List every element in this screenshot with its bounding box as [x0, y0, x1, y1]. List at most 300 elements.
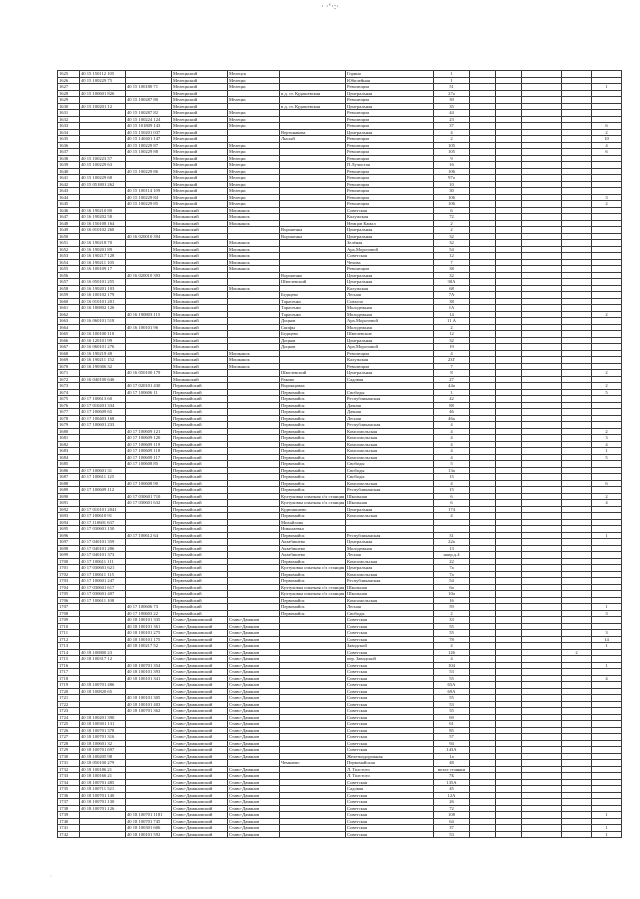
- cadastral-number-b: 40 15 100229 86: [126, 168, 172, 175]
- flag-b: 3: [592, 194, 622, 201]
- settlement: Ставо-Дамянов: [228, 617, 280, 624]
- row-number: 1741: [58, 825, 80, 832]
- row-number: 1653: [58, 253, 80, 260]
- district: Мошканский: [172, 253, 228, 260]
- house-number: напр.д.4: [434, 552, 470, 559]
- district: Ставо-Дамяновский: [172, 682, 228, 689]
- district: Мелецкский: [172, 103, 228, 110]
- flag-b: 2: [592, 370, 622, 377]
- settlement: Мелецкс: [228, 110, 280, 117]
- cadastral-number-b: 40 17 100609 120: [126, 435, 172, 442]
- locality: Первомайск: [280, 409, 346, 416]
- district: Мошканский: [172, 298, 228, 305]
- street: Революции: [346, 136, 434, 143]
- cadastral-number-a: 40 16 100102 179: [80, 292, 126, 299]
- district: Первомайский: [172, 383, 228, 390]
- cadastral-number-b: 40 17 030601 632: [126, 500, 172, 507]
- cadastral-number-a: 40 17 100613 60: [80, 396, 126, 403]
- page-mark: ·: [50, 874, 52, 880]
- district: Первомайский: [172, 396, 228, 403]
- settlement: Ставо-Дамянов: [228, 825, 280, 832]
- flag-b: 1: [592, 84, 622, 91]
- cadastral-number-b: 40 15 100224 124: [126, 116, 172, 123]
- district: Мошканский: [172, 220, 228, 227]
- street: Советская: [346, 727, 434, 734]
- cadastral-number-b: 40 18 100701 1181: [126, 812, 172, 819]
- settlement: Ставо-Дамянов: [228, 740, 280, 747]
- house-number: 27: [434, 376, 470, 383]
- district: Ставо-Дамяновский: [172, 734, 228, 741]
- district: Мелецкский: [172, 97, 228, 104]
- row-number: 1677: [58, 409, 80, 416]
- row-number: 1706: [58, 597, 80, 604]
- flag-b: 1: [592, 643, 622, 650]
- cadastral-number-a: 40 15 150112 105: [80, 71, 126, 78]
- street: Советская: [346, 636, 434, 643]
- flag-b: 2: [592, 311, 622, 318]
- house-number: 65А: [434, 682, 470, 689]
- locality: в д. ст. Кудашевская: [280, 90, 346, 97]
- locality: Лысый: [280, 136, 346, 143]
- district: Ставо-Дамяновский: [172, 630, 228, 637]
- district: Ставо-Дамяновский: [172, 714, 228, 721]
- locality: Первомайск: [280, 428, 346, 435]
- street: Комсомольская: [346, 441, 434, 448]
- settlement: Мелецкс: [228, 77, 280, 84]
- street: Советская: [346, 734, 434, 741]
- cadastral-number-a: 40 18 100820 65: [80, 688, 126, 695]
- house-number: 69А: [434, 688, 470, 695]
- cadastral-number-a: 40 18 100701 485: [80, 779, 126, 786]
- street: Лесная: [346, 415, 434, 422]
- district: Мошканский: [172, 227, 228, 234]
- flag-b: 5: [592, 454, 622, 461]
- street: Революции: [346, 110, 434, 117]
- district: Мошканский: [172, 279, 228, 286]
- street: Революции: [346, 84, 434, 91]
- row-number: 1693: [58, 513, 80, 520]
- settlement: Ставо-Дамянов: [228, 721, 280, 728]
- locality: Первомайск: [280, 422, 346, 429]
- street: Советская: [346, 630, 434, 637]
- district: Первомайский: [172, 604, 228, 611]
- row-number: 1674: [58, 389, 80, 396]
- house-number: 135А: [434, 779, 470, 786]
- street: Комсомольская: [346, 428, 434, 435]
- street: Молодежная: [346, 545, 434, 552]
- cadastral-number-b: 40 18 100217 52: [126, 643, 172, 650]
- street: Советская: [346, 207, 434, 214]
- settlement: Мошканск: [228, 220, 280, 227]
- district: Мелецкский: [172, 149, 228, 156]
- locality: Первомайск: [280, 558, 346, 565]
- district: Первомайский: [172, 415, 228, 422]
- district: Мошканский: [172, 311, 228, 318]
- street: Комсомольская: [346, 513, 434, 520]
- house-number: 32: [434, 337, 470, 344]
- cadastral-number-b: 40 17 100609 118: [126, 448, 172, 455]
- row-number: 1654: [58, 259, 80, 266]
- district: Мелецкский: [172, 155, 228, 162]
- district: Первомайский: [172, 389, 228, 396]
- district: Первомайский: [172, 428, 228, 435]
- row-number: 1712: [58, 636, 80, 643]
- house-number: 22: [434, 558, 470, 565]
- locality: Первомайск: [280, 454, 346, 461]
- row-number: 1691: [58, 500, 80, 507]
- settlement: Ставо-Дамянов: [228, 734, 280, 741]
- row-number: 1657: [58, 279, 80, 286]
- street: Комсомольская: [346, 571, 434, 578]
- district: Ставо-Дамяновский: [172, 675, 228, 682]
- cadastral-number-b: 40 18 100101 175: [126, 636, 172, 643]
- street: Свободы: [346, 467, 434, 474]
- house-number: 23Г: [434, 357, 470, 364]
- cadastral-number-b: 40 16 100101 96: [126, 324, 172, 331]
- cadastral-number-a: 40 17 100609 112: [80, 487, 126, 494]
- settlement: Мелецкс: [228, 116, 280, 123]
- house-number: 51: [434, 84, 470, 91]
- cadastral-number-a: 40 16 190306 32: [80, 363, 126, 370]
- settlement: Ставо-Дамянов: [228, 656, 280, 663]
- row-number: 1635: [58, 136, 80, 143]
- empty-cell: [470, 831, 496, 838]
- district: Ставо-Дамяновский: [172, 799, 228, 806]
- row-number: 1686: [58, 467, 80, 474]
- district: Ставо-Дамяновский: [172, 760, 228, 767]
- settlement: Ставо-Дамянов: [228, 662, 280, 669]
- row-number: 1625: [58, 71, 80, 78]
- cadastral-number-a: 40 17 100403 168: [80, 415, 126, 422]
- house-number: 13а: [434, 467, 470, 474]
- row-number: 1678: [58, 415, 80, 422]
- locality: Чемкаево: [280, 760, 346, 767]
- row-number: 1694: [58, 519, 80, 526]
- row-number: 1720: [58, 688, 80, 695]
- street: Центральная: [346, 103, 434, 110]
- cadastral-number-a: 40 17 100611 108: [80, 597, 126, 604]
- house-number: 61: [434, 721, 470, 728]
- district: Первомайский: [172, 610, 228, 617]
- street: Революции: [346, 149, 434, 156]
- district: Первомайский: [172, 493, 228, 500]
- locality: Култуковка опытная с/х станция: [281, 584, 345, 590]
- cadastral-number-a: 40 17 030601 617: [80, 584, 126, 591]
- settlement: Ставо-Дамянов: [228, 766, 280, 773]
- street: Советская: [346, 812, 434, 819]
- district: Ставо-Дамяновский: [172, 656, 228, 663]
- cadastral-number-b: 40 18 100101 393: [126, 669, 172, 676]
- row-number: 1722: [58, 701, 80, 708]
- street: П.Лучистая: [346, 162, 434, 169]
- settlement: Ставо-Дамянов: [228, 786, 280, 793]
- house-number: 44: [434, 110, 470, 117]
- house-number: 30: [434, 188, 470, 195]
- district: Первомайский: [172, 584, 228, 591]
- settlement: Мелецкс: [228, 155, 280, 162]
- street: Свободы: [346, 610, 434, 617]
- street: Комсомольская: [346, 435, 434, 442]
- house-number: 19: [434, 344, 470, 351]
- settlement: Ставо-Дамянов: [228, 623, 280, 630]
- street: Школьная: [346, 591, 434, 598]
- settlement: Ставо-Дамянов: [228, 747, 280, 754]
- row-number: 1631: [58, 110, 80, 117]
- street: Революции: [346, 116, 434, 123]
- cadastral-number-b: 40 15 150201 037: [126, 129, 172, 136]
- settlement: Мошканск: [228, 240, 280, 247]
- district: Первомайский: [172, 435, 228, 442]
- cadastral-number-b: 40 15 100229 88: [126, 149, 172, 156]
- house-number: 10а: [434, 591, 470, 598]
- settlement: Мошканск: [228, 350, 280, 357]
- district: Мошканский: [172, 344, 228, 351]
- street: Свободы: [346, 389, 434, 396]
- street: Юбилейная: [346, 77, 434, 84]
- house-number: 5: [434, 461, 470, 468]
- locality: Первомайск: [280, 402, 346, 409]
- street: Первомайская: [346, 760, 434, 767]
- cadastral-number-b: 40 18 100301 606: [126, 825, 172, 832]
- house-number: 4: [434, 428, 470, 435]
- settlement: Мелецкс: [228, 168, 280, 175]
- row-number: 1669: [58, 357, 80, 364]
- street: Революции: [346, 168, 434, 175]
- row-number: 1716: [58, 662, 80, 669]
- flag-b: 1: [592, 604, 622, 611]
- street: Революции: [346, 350, 434, 357]
- district: Первомайский: [172, 532, 228, 539]
- settlement: Мошканск: [228, 207, 280, 214]
- row-number: 1692: [58, 506, 80, 513]
- street: Калужская: [346, 285, 434, 292]
- district: Первомайский: [172, 526, 228, 533]
- district: Мошканский: [172, 272, 228, 279]
- flag-b: 5: [592, 389, 622, 396]
- row-number: 1713: [58, 643, 80, 650]
- settlement: Ставо-Дамянов: [228, 708, 280, 715]
- district: Ставо-Дамяновский: [172, 812, 228, 819]
- street: Железнодорожная: [346, 753, 434, 760]
- street: Советская: [346, 669, 434, 676]
- cadastral-number-a: [80, 831, 126, 838]
- house-number: 2: [434, 324, 470, 331]
- settlement: Ставо-Дамянов: [228, 675, 280, 682]
- row-number: 1648: [58, 220, 80, 227]
- house-number: 39: [434, 97, 470, 104]
- house-number: 7а: [434, 571, 470, 578]
- district: Ставо-Дамяновский: [172, 792, 228, 799]
- row-number: 1718: [58, 675, 80, 682]
- house-number: 106: [434, 194, 470, 201]
- house-number: 94: [434, 740, 470, 747]
- district: Первомайский: [172, 552, 228, 559]
- locality: Первомайск: [280, 435, 346, 442]
- street: пер. Заводской: [346, 656, 434, 663]
- house-number: 1: [434, 389, 470, 396]
- house-number: 32: [434, 272, 470, 279]
- house-number: 30А: [434, 279, 470, 286]
- locality: Тарасенко: [280, 311, 346, 318]
- house-number: 105: [434, 149, 470, 156]
- cadastral-number-a: 40 16 100100 110: [80, 331, 126, 338]
- cadastral-number-b: 40 15 100287 82: [126, 110, 172, 117]
- street: Садовая: [346, 786, 434, 793]
- street: Центральная: [346, 565, 434, 572]
- row-number: 1655: [58, 266, 80, 273]
- district: Первомайский: [172, 474, 228, 481]
- street: Шмелевские: [346, 331, 434, 338]
- settlement: Ставо-Дамянов: [228, 727, 280, 734]
- street: Советская: [346, 623, 434, 630]
- cadastral-number-b: 40 15 100180 71: [126, 84, 172, 91]
- district: Первомайский: [172, 591, 228, 598]
- house-number: 57: [434, 734, 470, 741]
- district: Мелецкский: [172, 123, 228, 130]
- street: Советская: [346, 708, 434, 715]
- cadastral-number-b: 40 15 100287 80: [126, 97, 172, 104]
- house-number: 12: [434, 331, 470, 338]
- settlement: Ставо-Дамянов: [228, 818, 280, 825]
- street: Арх.Морозовой: [346, 246, 434, 253]
- row-number: 1710: [58, 623, 80, 630]
- street: Центральная: [346, 272, 434, 279]
- cadastral-number-a: 40 16 190211 105: [80, 259, 126, 266]
- district: Ставо-Дамяновский: [172, 753, 228, 760]
- cadastral-number-a: 40 17 030601 621: [80, 565, 126, 572]
- street: Советская: [346, 617, 434, 624]
- cadastral-number-a: 40 16 050101 255: [80, 279, 126, 286]
- house-number: 1: [434, 71, 470, 78]
- cadastral-number-a: 40 17 010101 2041: [80, 506, 126, 513]
- district: Мошканский: [172, 233, 228, 240]
- locality: Первомайск: [280, 415, 346, 422]
- district: Ставо-Дамяновский: [172, 825, 228, 832]
- house-number: 16: [434, 162, 470, 169]
- street: Комсомольская: [346, 480, 434, 487]
- cadastral-number-b: 40 17 100608 90: [126, 480, 172, 487]
- house-number: 69: [434, 714, 470, 721]
- house-number: 7: [434, 259, 470, 266]
- house-number: 37: [434, 123, 470, 130]
- locality: Первомайск: [280, 448, 346, 455]
- street: Советская: [346, 714, 434, 721]
- cadastral-number-b: 40 17 030601 710: [126, 493, 172, 500]
- district: Мелецкский: [172, 162, 228, 169]
- house-number: 55: [434, 695, 470, 702]
- settlement: Мелецкс: [228, 123, 280, 130]
- cadastral-number-b: 40 18 100701 362: [126, 708, 172, 715]
- house-number: 31: [434, 532, 470, 539]
- row-number: 1685: [58, 461, 80, 468]
- district: Ставо-Дамяновский: [172, 773, 228, 780]
- cadastral-number-b: 40 17 100608 85: [126, 461, 172, 468]
- cadastral-number-a: 40 15 100201 12: [80, 103, 126, 110]
- row-number: 1707: [58, 604, 80, 611]
- row-number: 1629: [58, 97, 80, 104]
- settlement: Мошканск: [228, 253, 280, 260]
- cadastral-number-a: 40 18 100701 697: [80, 747, 126, 754]
- street: Революции: [346, 188, 434, 195]
- cadastral-number-a: 40 16 150108 164: [80, 220, 126, 227]
- house-number: 7: [434, 363, 470, 370]
- district: Ставо-Дамяновский: [172, 708, 228, 715]
- locality: Первомайск: [280, 578, 346, 585]
- settlement: Мелецкс: [228, 149, 280, 156]
- row-number: 1701: [58, 565, 80, 572]
- house-number: 33: [434, 617, 470, 624]
- house-number: 4: [434, 435, 470, 442]
- locality: Доцков: [280, 318, 346, 325]
- row-number: 1649: [58, 227, 80, 234]
- district: Ставо-Дамяновский: [172, 649, 228, 656]
- locality: Первомайск: [280, 474, 346, 481]
- district: Мелецкский: [172, 116, 228, 123]
- house-number: 10: [434, 181, 470, 188]
- row-number: 1711: [58, 630, 80, 637]
- row-number: 1725: [58, 721, 80, 728]
- street: Советская: [346, 818, 434, 825]
- house-number: 16: [434, 597, 470, 604]
- district: Мелецкский: [172, 181, 228, 188]
- row-number: 1732: [58, 766, 80, 773]
- row-number: 1637: [58, 149, 80, 156]
- flag-b: 6: [592, 123, 622, 130]
- district: Ставо-Дамяновский: [172, 779, 228, 786]
- row-number: 1729: [58, 747, 80, 754]
- street: Революции: [346, 155, 434, 162]
- house-number: 6: [434, 500, 470, 507]
- cadastral-number-a: 40 17 100601 233: [80, 422, 126, 429]
- house-number: 68: [434, 285, 470, 292]
- cadastral-number-b: 40 17 100609 117: [126, 454, 172, 461]
- district: Мошканский: [172, 207, 228, 214]
- street: Советская: [346, 688, 434, 695]
- cadastral-number-b: 40 17 100609 121: [126, 428, 172, 435]
- row-number: 1687: [58, 474, 80, 481]
- cadastral-number-a: 40 17 010201 334: [80, 402, 126, 409]
- district: Ставо-Дамяновский: [172, 643, 228, 650]
- cadastral-number-b: 40 15 100229 87: [126, 142, 172, 149]
- district: Ставо-Дамяновский: [172, 831, 228, 838]
- flag-b: 1: [592, 825, 622, 832]
- flag-b: 1: [592, 532, 622, 539]
- cadastral-number-a: 40 16 190219 48: [80, 350, 126, 357]
- flag-a: 2: [562, 649, 592, 656]
- flag-b: 2: [592, 493, 622, 500]
- cadastral-number-a: 40 16 100109 17: [80, 266, 126, 273]
- scan-marks: · ·‛·:·: [321, 2, 339, 11]
- street: Советская: [346, 799, 434, 806]
- row-number: 1675: [58, 396, 80, 403]
- district: Мелецкский: [172, 110, 228, 117]
- street: Садовая: [346, 376, 434, 383]
- district: Мошканский: [172, 376, 228, 383]
- district: Первомайский: [172, 441, 228, 448]
- settlement: Мошканск: [228, 259, 280, 266]
- cadastral-number-b: 40 15 100229 84: [126, 194, 172, 201]
- row-number: 1695: [58, 526, 80, 533]
- district: Ставо-Дамяновский: [172, 617, 228, 624]
- house-number: 174: [434, 506, 470, 513]
- settlement: Ставо-Дамянов: [228, 831, 280, 838]
- locality: Шмелевский: [280, 370, 346, 377]
- flag-b: 1: [592, 662, 622, 669]
- house-number: 4: [434, 441, 470, 448]
- row-number: 1628: [58, 90, 80, 97]
- district: Мошканский: [172, 292, 228, 299]
- street: Советская: [346, 740, 434, 747]
